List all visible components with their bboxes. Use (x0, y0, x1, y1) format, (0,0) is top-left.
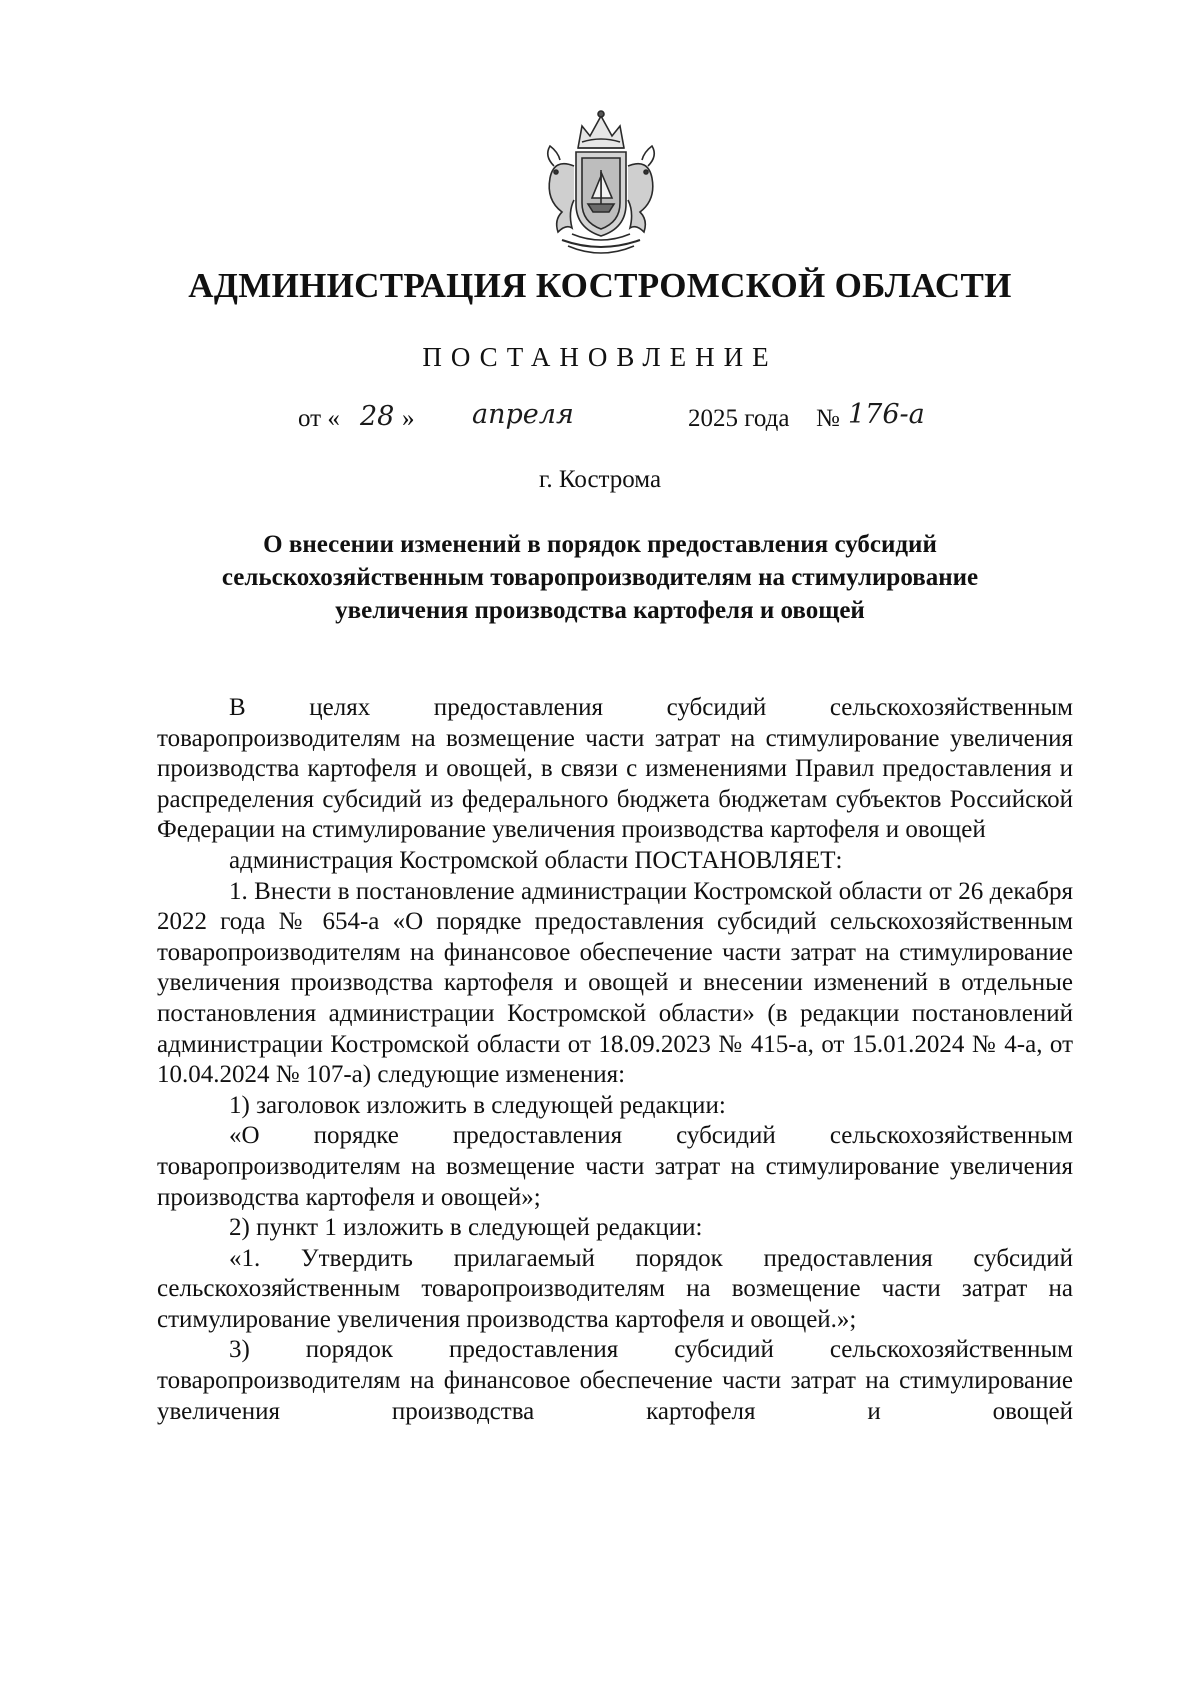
paragraph: «О порядке предоставления субсидий сельскохозяйственным товаропроизводителям на возмещение части затрат на стимулирование увеличения производства картофеля и овощей»; (157, 1122, 1073, 1211)
date-close-quote: » (402, 405, 415, 432)
handwritten-month: апреля (472, 399, 574, 430)
number-label: № (816, 405, 840, 432)
date-prefix: от « (298, 405, 340, 432)
document-type: ПОСТАНОВЛЕНИЕ (422, 342, 778, 372)
document-title: О внесении изменений в порядок предоставления субсидий сельскохозяйственным товаропроизводителям на стимулирование увеличения производства картофеля и овощей (221, 531, 979, 624)
paragraph: В целях предоставления субсидий сельскохозяйственным товаропроизводителям на возмещение части затрат на стимулирование увеличения производства картофеля и овощей, в связи с изменениями Правил предоставления и распределения субсидий из федерального бюджета бюджетам субъектов Российской Федерации на стимулирование увеличения производства картофеля и овощей (157, 694, 1073, 844)
handwritten-day: 28 (360, 401, 395, 432)
paragraph: 1) заголовок изложить в следующей редакции: (229, 1091, 726, 1119)
authority-name: АДМИНИСТРАЦИЯ КОСТРОМСКОЙ ОБЛАСТИ (188, 266, 1012, 305)
paragraph: 3) порядок предоставления субсидий сельскохозяйственным товаропроизводителям на финансовое обеспечение части затрат на стимулирование увеличения производства картофеля и овощей (157, 1336, 1073, 1425)
paragraph: «1. Утвердить прилагаемый порядок предоставления субсидий сельскохозяйственным товаропроизводителям на возмещение части затрат на стимулирование увеличения производства картофеля и овощей.»; (157, 1244, 1073, 1333)
handwritten-number: 176-а (848, 399, 925, 430)
coat-of-arms-emblem (532, 108, 670, 260)
date-number-line (0, 399, 1200, 449)
paragraph: 1. Внести в постановление администрации Костромской области от 26 декабря 2022 года № 654-а «О порядке предоставления субсидий сельскохозяйственным товаропроизводителям на финансовое обеспечение части затрат на стимулирование увеличения производства картофеля и овощей и внесении изменений в отдельные постановления администрации Костромской области» (в редакции постановлений администрации Костромской области от 18.09.2023 № 415-а, от 15.01.2024 № 4-а, от 10.04.2024 № 107-а) следующие изменения: (157, 877, 1073, 1089)
document-body (157, 693, 1073, 1427)
city-name: г. Кострома (538, 466, 662, 493)
date-year: 2025 года (688, 405, 790, 432)
paragraph: администрация Костромской области ПОСТАНОВЛЯЕТ: (229, 846, 843, 874)
paragraph: 2) пункт 1 изложить в следующей редакции: (229, 1214, 703, 1242)
